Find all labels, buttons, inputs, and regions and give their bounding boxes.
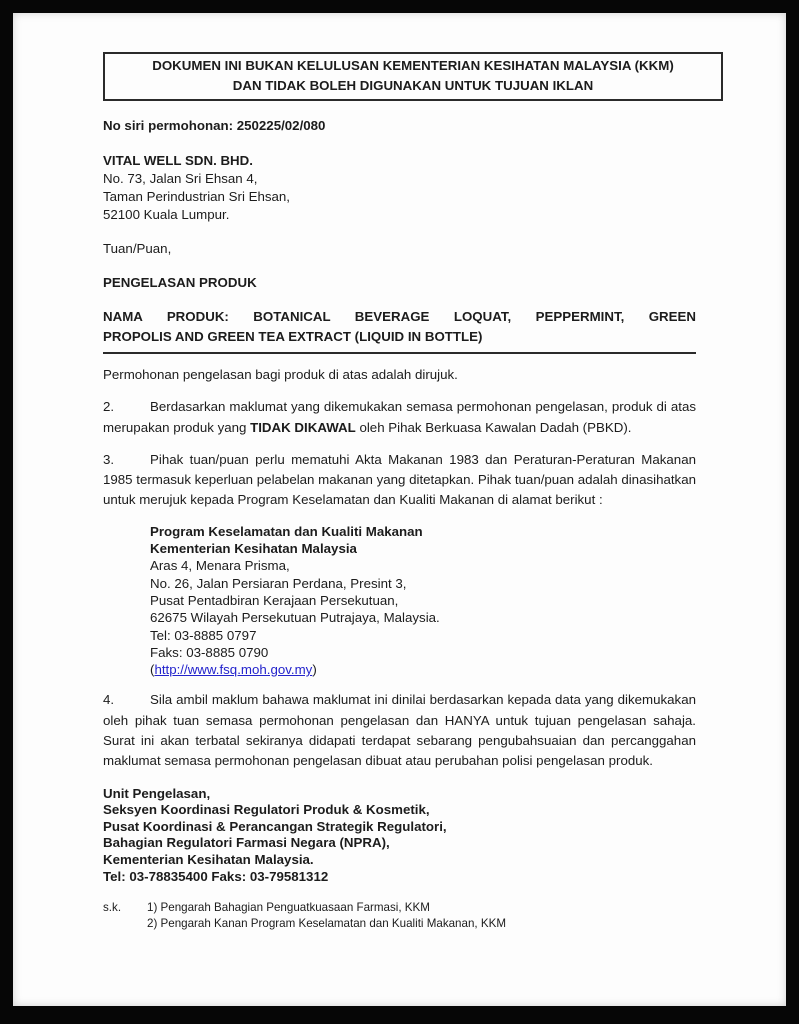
cc-item-2: 2) Pengarah Kanan Program Keselamatan dan Kualiti Makanan, KKM: [147, 916, 506, 930]
heading-divider-rule: [103, 352, 696, 354]
recipient-company-name: VITAL WELL SDN. BHD.: [103, 153, 253, 168]
disclaimer-line-1: DOKUMEN INI BUKAN KELULUSAN KEMENTERIAN KESIHATAN MALAYSIA (KKM): [152, 58, 674, 73]
open-paren: (: [150, 662, 155, 678]
paragraph-3: [103, 450, 696, 511]
paragraph-2-bold-text: TIDAK DIKAWAL: [250, 419, 356, 435]
sender-contact: Tel: 03-78835400 Faks: 03-79581312: [103, 868, 329, 884]
fsq-website-link[interactable]: http://www.fsq.moh.gov.my: [154, 662, 313, 678]
cc-label: s.k.: [103, 901, 122, 915]
fsq-fax-line: Faks: 03-8885 0790: [150, 644, 269, 660]
fsq-address-line: No. 26, Jalan Persiaran Perdana, Presint 3,: [150, 575, 407, 591]
fsq-address-line: Aras 4, Menara Prisma,: [150, 558, 290, 574]
cc-item-1: 1) Pengarah Bahagian Penguatkuasaan Farmasi, KKM: [147, 901, 430, 915]
paragraph-4: [103, 690, 696, 771]
paragraph-2-text-after: oleh Pihak Berkuasa Kawalan Dadah (PBKD).: [355, 419, 632, 435]
paragraph-2: [103, 397, 696, 438]
paragraph-4-text: Sila ambil maklum bahawa maklumat ini dinilai berdasarkan kepada data yang dikemukakan oleh pihak tuan semasa permohonan pengelasan dan HANYA untuk tujuan pengelasan sahaja. Surat ini akan terbatal sekiranya didapati terdapat sebarang pengubahsuaian dan percanggahan maklumat semasa permohonan pengelasan dibuat atau perubahan polisi pengelasan produk.: [103, 692, 696, 769]
application-serial-number: No siri permohonan: 250225/02/080: [103, 118, 326, 133]
document-page: [13, 13, 786, 1006]
product-name-line-2: PROPOLIS AND GREEN TEA EXTRACT (LIQUID IN BOTTLE): [103, 329, 483, 344]
product-name-heading: [103, 307, 696, 347]
fsq-website-line: [150, 661, 696, 678]
food-safety-program-address-block: [150, 523, 696, 679]
intro-paragraph: Permohonan pengelasan bagi produk di atas adalah dirujuk.: [103, 367, 458, 382]
letter-content: [13, 13, 786, 931]
paragraph-3-text: Pihak tuan/puan perlu mematuhi Akta Makanan 1983 dan Peraturan-Peraturan Makanan 1985 termasuk keperluan pelabelan makanan yang ditetapkan. Pihak tuan/puan adalah dinasihatkan untuk merujuk kepada Program Keselamatan dan Kualiti Makanan di alamat berikut :: [103, 451, 696, 508]
recipient-address-block: [103, 152, 696, 224]
product-name-line-1: NAMA PRODUK: BOTANICAL BEVERAGE LOQUAT, PEPPERMINT, GREEN: [103, 309, 696, 324]
subject-heading: PENGELASAN PRODUK: [103, 275, 257, 290]
cc-items: [147, 900, 696, 931]
sender-division: Bahagian Regulatori Farmasi Negara (NPRA),: [103, 835, 390, 851]
carbon-copy-block: [103, 900, 696, 931]
fsq-program-name: Program Keselamatan dan Kualiti Makanan: [150, 523, 423, 539]
paragraph-4-number: 4.: [103, 692, 115, 708]
sender-section: Seksyen Koordinasi Regulatori Produk & Kosmetik,: [103, 802, 430, 818]
disclaimer-notice-box: [103, 52, 723, 101]
recipient-address-line: Taman Perindustrian Sri Ehsan,: [103, 189, 290, 204]
sender-unit: Unit Pengelasan,: [103, 785, 211, 801]
close-paren: ): [312, 662, 317, 678]
salutation: Tuan/Puan,: [103, 241, 172, 256]
disclaimer-line-2: DAN TIDAK BOLEH DIGUNAKAN UNTUK TUJUAN IKLAN: [232, 77, 594, 93]
recipient-address-line: No. 73, Jalan Sri Ehsan 4,: [103, 171, 258, 186]
sender-ministry: Kementerian Kesihatan Malaysia.: [103, 852, 314, 868]
paragraph-2-text: Berdasarkan maklumat yang dikemukakan semasa permohonan pengelasan, produk di atas merupakan produk yang: [103, 399, 696, 435]
fsq-phone-line: Tel: 03-8885 0797: [150, 627, 257, 643]
sender-centre: Pusat Koordinasi & Perancangan Strategik Regulatori,: [103, 818, 447, 834]
fsq-address-line: 62675 Wilayah Persekutuan Putrajaya, Malaysia.: [150, 610, 440, 626]
fsq-ministry-name: Kementerian Kesihatan Malaysia: [150, 541, 357, 557]
paragraph-3-number: 3.: [103, 451, 115, 467]
sender-signature-block: [103, 786, 696, 886]
recipient-address-line: 52100 Kuala Lumpur.: [103, 207, 230, 222]
fsq-address-line: Pusat Pentadbiran Kerajaan Persekutuan,: [150, 592, 399, 608]
paragraph-2-number: 2.: [103, 399, 115, 415]
